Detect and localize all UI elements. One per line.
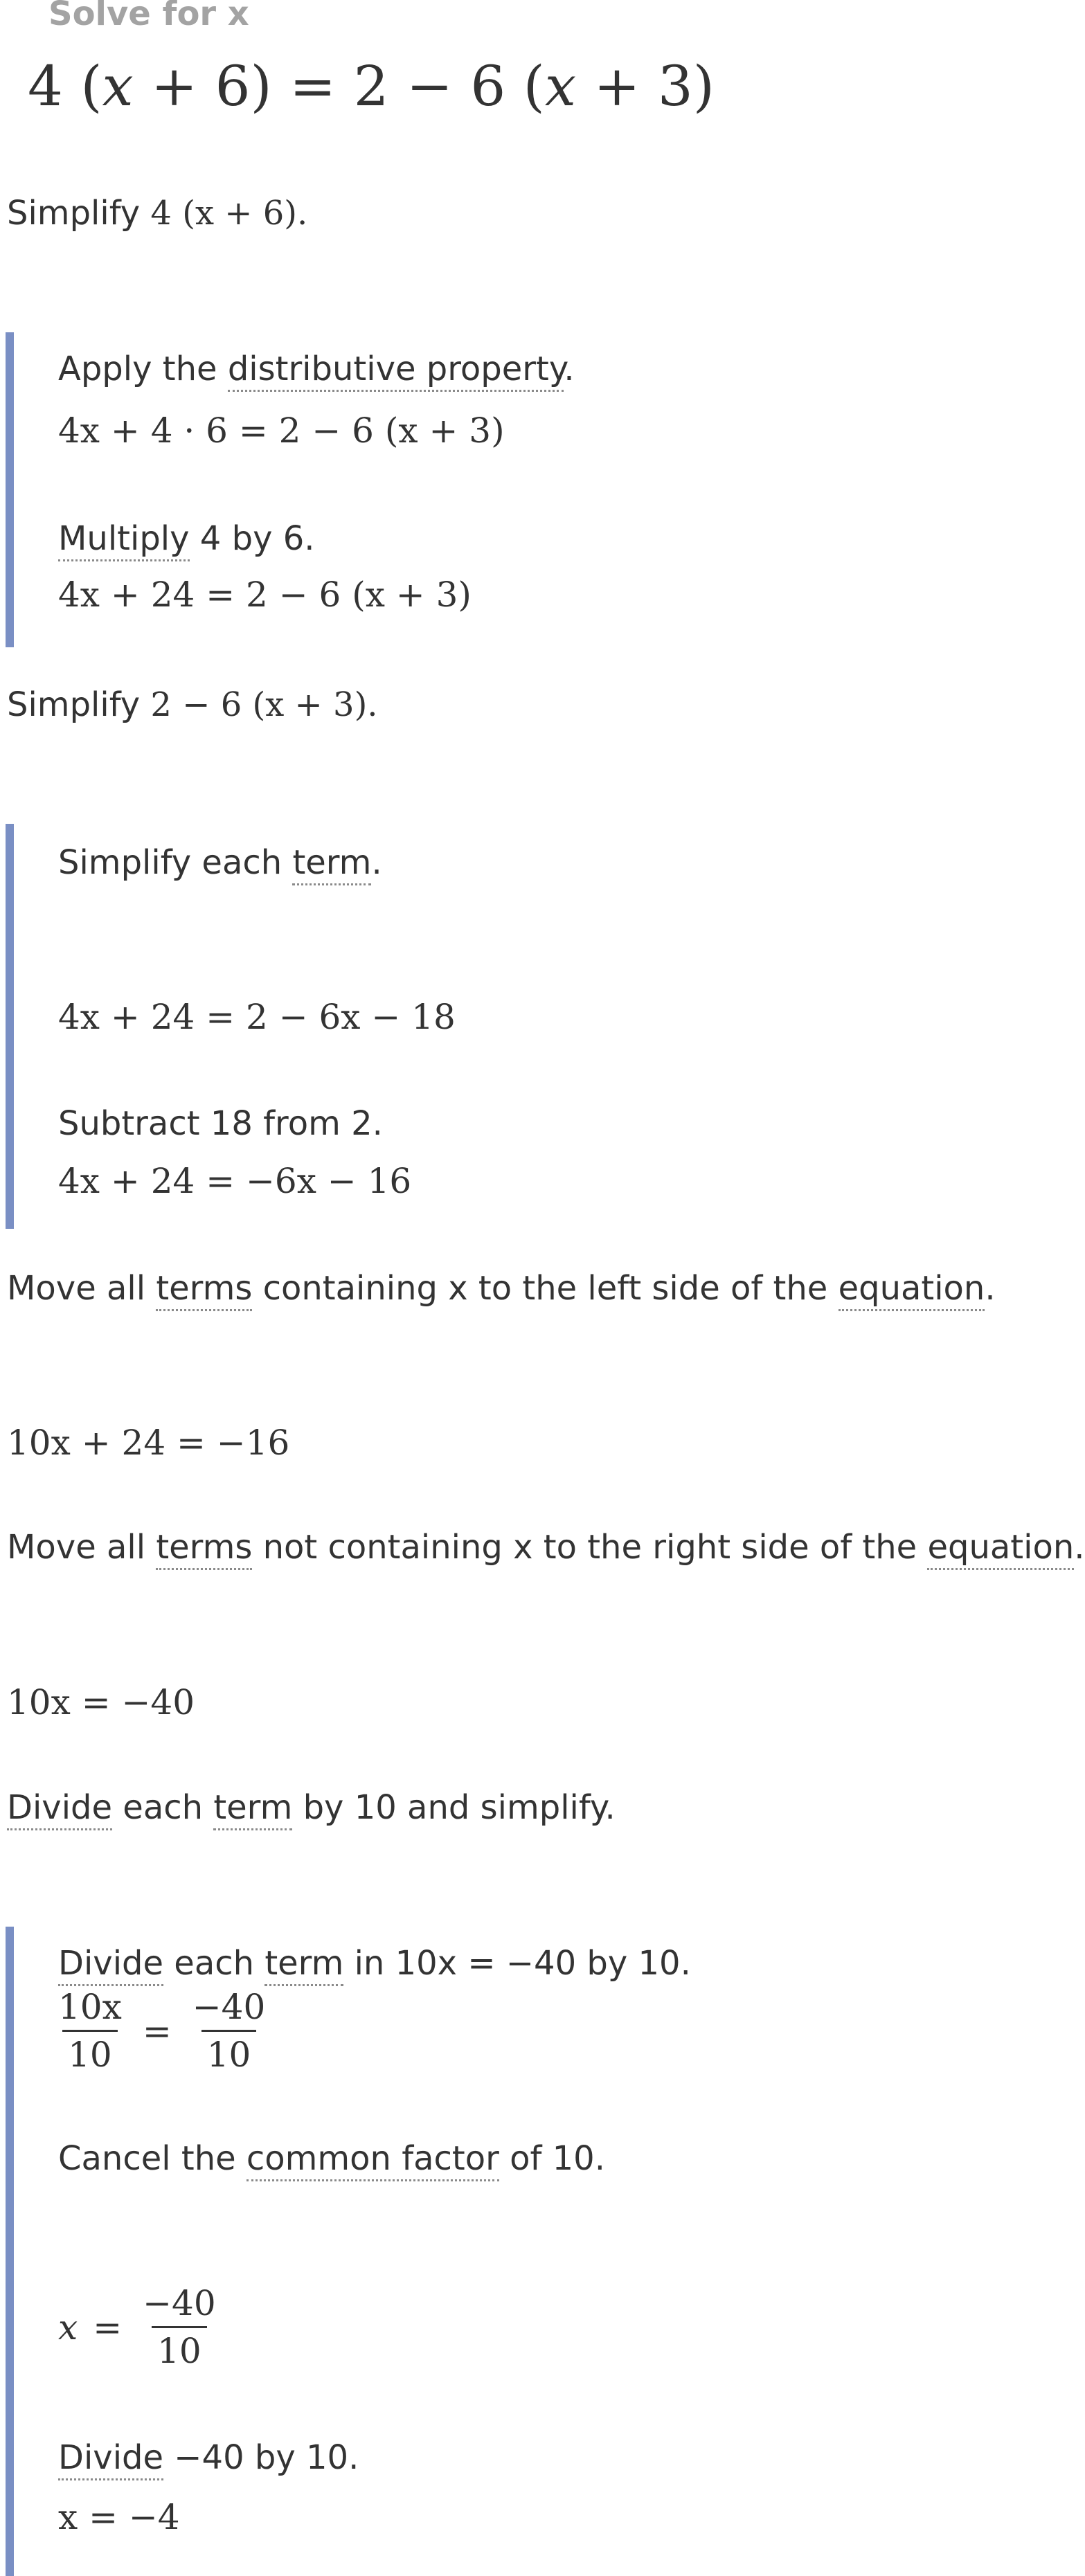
step2-header (7, 685, 378, 724)
substep-text: each (163, 1944, 265, 1983)
denominator: 10 (152, 2326, 207, 2371)
step1-sub1-text (58, 350, 575, 388)
step-math: 2 − 6 (x + 3). (150, 685, 378, 724)
step2-sub2-equation: 4x + 24 = −6x − 16 (58, 1161, 412, 1201)
fraction (187, 1987, 271, 2075)
step-math: 4 (x + 6). (150, 194, 308, 233)
step5-sub1-text (58, 1944, 691, 1983)
step3-header (7, 1269, 996, 1308)
step-text: not containing x to the right side of the (252, 1528, 928, 1567)
term-link[interactable]: term (292, 843, 371, 885)
divide-link[interactable]: Divide (7, 1788, 112, 1830)
step-text: Simplify (7, 685, 151, 724)
step5-sub2-fraction-equation (58, 2283, 222, 2371)
divide-link[interactable]: Divide (58, 1944, 163, 1986)
step4-equation: 10x = −40 (7, 1682, 195, 1722)
equation-link[interactable]: equation (927, 1528, 1074, 1570)
substep-text: −40 by 10. (163, 2438, 359, 2477)
equals-sign: = (93, 2307, 123, 2348)
final-answer: x = −4 (58, 2497, 180, 2537)
step-text: containing x to the left side of the (252, 1269, 839, 1308)
substep-text: . (371, 843, 382, 882)
multiply-link[interactable]: Multiply (58, 519, 190, 561)
substep-text: of 10. (499, 2139, 605, 2178)
substep-text: 4 by 6. (189, 519, 315, 558)
step3-equation: 10x + 24 = −16 (7, 1423, 290, 1463)
step2-sub1-text (58, 843, 382, 882)
page-title: Solve for x (48, 0, 249, 33)
substep-text: Cancel the (58, 2139, 246, 2178)
equals-sign: = (142, 2010, 172, 2051)
step1-header (7, 194, 307, 233)
numerator: −40 (192, 1987, 266, 2027)
step-text: Move all (7, 1528, 156, 1567)
lhs-variable: x (58, 2307, 78, 2348)
divide-link[interactable]: Divide (58, 2438, 163, 2480)
term-link[interactable]: term (264, 1944, 343, 1986)
step-text: Simplify (7, 194, 151, 233)
step5-sub2-text (58, 2139, 605, 2178)
step1-sub1-equation: 4x + 4 · 6 = 2 − 6 (x + 3) (58, 411, 505, 451)
substeps-bar (6, 332, 14, 647)
fraction (53, 1987, 127, 2075)
step-text: each (112, 1788, 214, 1827)
problem-variable: x (544, 54, 577, 118)
numerator: −40 (143, 2283, 216, 2323)
step-text: Move all (7, 1269, 156, 1308)
step5-header (7, 1788, 616, 1827)
term-link[interactable]: term (213, 1788, 292, 1830)
step5-sub1-fraction-equation (53, 1987, 271, 2075)
substeps-bar (6, 824, 14, 1229)
step-text: . (985, 1269, 996, 1308)
step1-sub2-text (58, 519, 315, 558)
step1-sub2-equation: 4x + 24 = 2 − 6 (x + 3) (58, 575, 472, 615)
substep-text: Apply the (58, 350, 228, 388)
substep-text: Simplify each (58, 843, 293, 882)
step-text: by 10 and simplify. (292, 1788, 616, 1827)
substeps-bar (6, 1927, 14, 2576)
problem-part: 4 ( (28, 54, 102, 118)
denominator: 10 (201, 2030, 257, 2075)
denominator: 10 (62, 2030, 118, 2075)
step2-sub2-text: Subtract 18 from 2. (58, 1104, 383, 1143)
distributive-property-link[interactable]: distributive property (228, 350, 564, 392)
common-factor-link[interactable]: common factor (246, 2139, 499, 2181)
step4-header (7, 1528, 1085, 1567)
step2-sub1-equation: 4x + 24 = 2 − 6x − 18 (58, 997, 456, 1037)
problem-part: + 6) = 2 − 6 ( (133, 54, 545, 118)
numerator: 10x (58, 1987, 122, 2027)
terms-link[interactable]: terms (156, 1269, 252, 1311)
step-text: . (1074, 1528, 1085, 1567)
problem-variable: x (102, 54, 134, 118)
step5-sub3-text (58, 2438, 359, 2477)
fraction (137, 2283, 222, 2371)
substep-text: . (564, 350, 575, 388)
terms-link[interactable]: terms (156, 1528, 252, 1570)
problem-part: + 3) (576, 54, 715, 118)
substep-text: in 10x = −40 by 10. (343, 1944, 691, 1983)
problem-equation (28, 54, 715, 118)
equation-link[interactable]: equation (839, 1269, 985, 1311)
